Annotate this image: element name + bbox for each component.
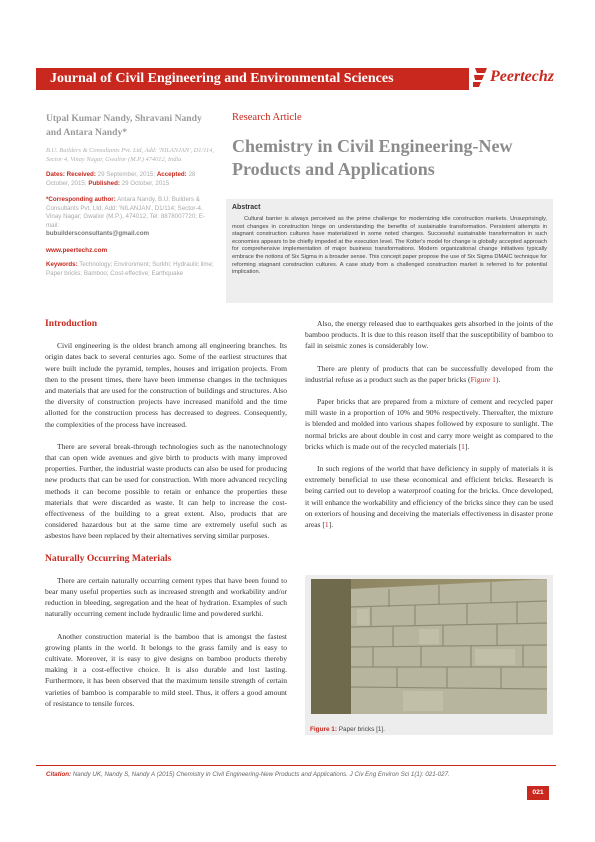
corresponding-text: Antara Nandy, B.U. Builders & Consultants Pvt. Ltd, Add: 'NILANJAN', D1/114; Sector-4, Vinay Nagar; Gwalior (M.P.), 474012, Tel: 8878007720; E-mail:	[46, 196, 205, 229]
abstract-heading: Abstract	[232, 204, 261, 211]
keywords	[46, 261, 216, 278]
published-date: 29 October, 2015	[121, 180, 170, 187]
figure-caption-text: Paper bricks [1].	[338, 726, 385, 733]
authors: Utpal Kumar Nandy, Shravani Nandy and Antara Nandy*	[46, 113, 202, 138]
received-label: Received:	[66, 171, 96, 178]
paragraph: There are several break-through technologies such as the nanotechnology that can open wide avenues and give birth to products with many improved properties. Further, the industrial waste products can also be used for producing new products that can be used for construction. With more advanced recycling methods it can become possible to retain or enhance the properties these materials that were discarded as waste. It can help to increase the cost-effectiveness of the building to a great extent. Also, products that are considered hazardous but at the same time are extremely useful such as asbestos have been replaced by their alternatives serving similar purposes.	[45, 441, 287, 541]
citation-link[interactable]: 1	[324, 520, 329, 530]
keywords-text: Technology; Environment; Surkhi; Hydraulic lime; Paper bricks; Bamboo; Cost-effective; Earthquake	[46, 260, 214, 277]
paragraph: Another construction material is the bamboo that is amongst the fastest growing plants in the world. It belongs to the grass family and is easy to cultivate. Moreover, it is easy to give designs on bamboo products thereby making it a cost-effective choice. It is also durable and lost lasting. Furthermore, it has been observed that the maximum tensile strength of certain varieties of bamboo is comparable to mild steel. Thus, it offers a good amount of resistance to tensile forces.	[45, 631, 287, 708]
paragraph: Also, the energy released due to earthquakes gets absorbed in the joints of the bamboo products. It is due to this reason itself that the susceptibility of bamboo to fail in seismic zones is considerably low.	[305, 319, 553, 351]
paragraph	[305, 363, 553, 385]
paragraph: There are certain naturally occurring cement types that have been found to bear many useful properties such as increased strength and workability and/or reduction in bleeding, segregation and the heat of hydration. Examples of such naturally occurring cement include hydraulic lime and powdered surkhi.	[45, 575, 287, 619]
paragraph: Civil engineering is the oldest branch among all engineering branches. Its origin dates back to several centuries ago. Some of the earliest structures that were built include the pyramid, temples, houses and irrigation projects. From then to the present times, there have been immense changes in the techniques and materials that are used for the construction of buildings and structures. Also the diversity of construction projects have increased manifold and the time allotted for the construction process has decreased to degrees. Consequently, the complexities of the process have increased.	[45, 341, 287, 429]
abstract-text: Cultural barrier is always perceived as the prime challenge for modernizing idle construction markets. Unsurprisingly, most changes in construction hinge on understanding the benefits of sustainable transformation. Persistent attempts in stagnant construction cultures have materialized in some noted changes. Successful sustainable transformation in such economies appears to be chiefly impeded at the execution level. The Kotter's model for change is globally accepted approach for comprehensive implementation of major business transformations. Modern organizational change initiatives typically embrace the notions of Six Sigma in a broader sense. This concept paper propose the use of Six Sigma DMAIC technique for reforming stagnant construction cultures. A case study from a challenged construction market is referred to for potential implication.	[232, 216, 547, 276]
article-type: Research Article	[232, 112, 302, 123]
figure-caption	[310, 726, 385, 733]
dates-label: Dates:	[46, 171, 65, 178]
publisher-name: Peertechz	[490, 68, 554, 85]
paragraph-text: ].	[328, 520, 334, 530]
introduction-heading: Introduction	[45, 318, 98, 329]
citation-text: Nandy UK, Nandy S, Nandy A (2015) Chemistry in Civil Engineering-New Products and Applications. J Civ Eng Environ Sci 1(1): 021-027.	[72, 771, 450, 778]
corresponding-author	[46, 196, 216, 239]
figure-reference-link[interactable]: Figure 1	[470, 374, 496, 384]
naturally-occurring-heading: Naturally Occurring Materials	[45, 552, 172, 564]
website-link[interactable]: www.peertechz.com	[46, 246, 108, 254]
affiliation: B.U. Builders & Consultants Pvt. Ltd, Add: 'NILANJAN', D1/114, Sector 4, Vinay Nagar, Gwalior (M.P.) 474012, India	[46, 147, 214, 163]
paragraph-text: In such regions of the world that have deficiency in supply of materials it is extremely beneficial to use these economical and efficient bricks. Research is being carried out to develop a waterproof coating for the bricks. Once developed, it will enhance the workability and efficiency of the bricks since they can be used on exteriors of housing and deceiving the materials effectiveness in disaster prone areas [	[305, 464, 553, 530]
paper-bricks-photo	[311, 579, 547, 714]
paragraph	[305, 396, 553, 452]
paragraph-text: Paper bricks that are prepared from a mixture of cement and recycled paper mill waste in a proportion of 10% and 90% respectively. Thereafter, the mixture is blended and molded into various shapes followed by exposure to sunlight. The normal bricks are about double in cost and carry more weight as compared to the bricks which is made out of the recycled materials [	[305, 397, 553, 451]
corresponding-label: *Corresponding author:	[46, 196, 116, 203]
received-date: 29 September, 2015;	[97, 171, 156, 178]
accepted-date: 28 October, 2015;	[46, 171, 196, 187]
citation-label: Citation:	[46, 771, 72, 778]
keywords-label: Keywords:	[46, 260, 78, 268]
body-right-column	[305, 318, 553, 541]
accepted-label: Accepted:	[156, 171, 187, 178]
paragraph-text: ].	[464, 441, 470, 451]
article-info-sidebar	[46, 112, 216, 278]
abstract-box	[226, 199, 553, 303]
journal-title: Journal of Civil Engineering and Environmental Sciences	[50, 71, 394, 86]
article-title: Chemistry in Civil Engineering-New Products and Applications	[232, 136, 513, 179]
peertechz-logo-icon	[472, 66, 490, 88]
body-left-column	[45, 318, 287, 720]
page-number: 021	[527, 786, 549, 800]
email-link[interactable]: bubuildersconsultants@gmail.com	[46, 230, 149, 238]
paragraph-text: ).	[495, 374, 501, 384]
figure-1	[305, 575, 553, 735]
publisher-logo[interactable]	[470, 62, 565, 94]
footer-divider	[36, 765, 556, 766]
article-dates	[46, 170, 216, 188]
paragraph	[305, 463, 553, 530]
citation-link[interactable]: 1	[461, 441, 465, 451]
figure-label: Figure 1:	[310, 726, 337, 733]
published-label: Published:	[88, 180, 120, 187]
paragraph-text: There are plenty of products that can be successfully developed from the industrial refuse as a product such as the paper bricks (	[305, 363, 553, 384]
citation	[46, 771, 551, 778]
